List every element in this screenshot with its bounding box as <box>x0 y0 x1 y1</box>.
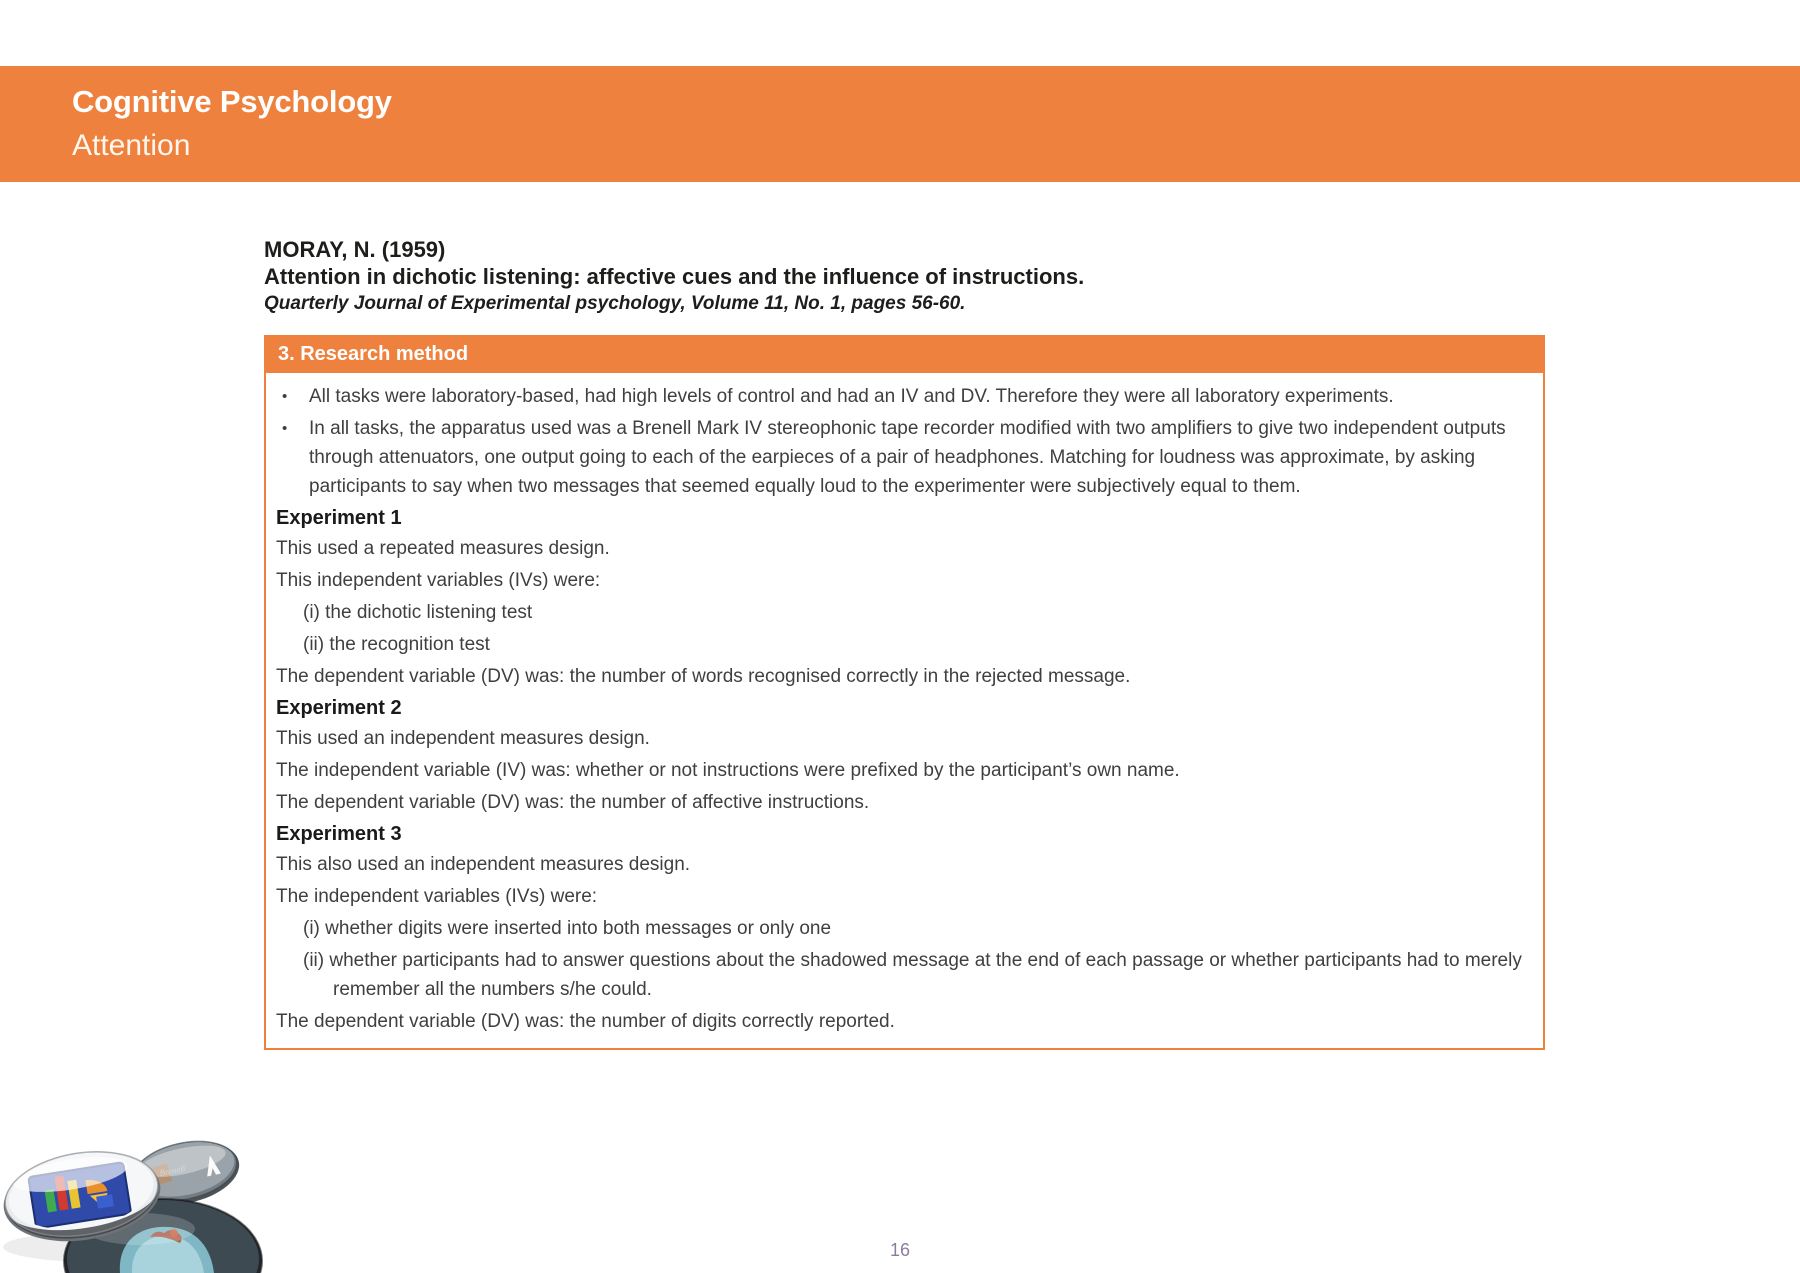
experiment-paragraph: The dependent variable (DV) was: the number of words recognised correctly in the rejected message. <box>276 666 1131 687</box>
experiments-container <box>276 504 1529 1036</box>
bullet-item: • All tasks were laboratory-based, had high levels of control and had an IV and DV. Therefore they were all laboratory experiments. <box>276 382 1529 411</box>
course-title: Cognitive Psychology <box>72 84 392 119</box>
experiment-paragraph: The dependent variable (DV) was: the number of digits correctly reported. <box>276 1011 895 1032</box>
page-number: 16 <box>889 1240 911 1260</box>
citation-title: Attention in dichotic listening: affective cues and the influence of instructions. <box>264 264 1085 289</box>
numbered-item: (ii) the recognition test <box>303 634 490 655</box>
citation-block <box>264 236 1545 316</box>
experiment-paragraph: The independent variable (IV) was: whether or not instructions were prefixed by the participant’s own name. <box>276 760 1180 781</box>
experiment-paragraph: This used a repeated measures design. <box>276 538 610 559</box>
citation-author: MORAY, N. (1959) <box>264 237 446 262</box>
method-box <box>264 335 1545 1050</box>
numbered-item: (ii) whether participants had to answer questions about the shadowed message at the end of each passage or whether participants had to merely remember all the numbers s/he could. <box>303 950 1522 1000</box>
page-header-band <box>0 66 1800 182</box>
main-content <box>264 236 1545 1050</box>
experiment-paragraph: This independent variables (IVs) were: <box>276 570 601 591</box>
experiment-heading: Experiment 1 <box>276 507 402 529</box>
experiment-heading: Experiment 3 <box>276 823 402 845</box>
experiment-paragraph: This also used an independent measures design. <box>276 854 691 875</box>
experiment-heading: Experiment 2 <box>276 697 402 719</box>
method-box-heading: 3. Research method <box>266 337 1543 373</box>
numbered-item: (i) the dichotic listening test <box>303 602 533 623</box>
unit-title: Attention <box>72 129 191 162</box>
method-bullet-list <box>276 382 1529 501</box>
experiment-paragraph: The independent variables (IVs) were: <box>276 886 598 907</box>
numbered-item: (i) whether digits were inserted into both messages or only one <box>303 918 832 939</box>
svg-text:Brenell: Brenell <box>158 1162 187 1179</box>
bullet-item: • In all tasks, the apparatus used was a Brenell Mark IV stereophonic tape recorder modified with two amplifiers to give two independent outputs through attenuators, one output going to each of the earpieces of a pair of headphones. Matching for loudness was approximate, by asking participants to say when two messages that seemed equally loud to the experimenter were subjectively equal to them. <box>276 414 1529 501</box>
experiment-paragraph: This used an independent measures design. <box>276 728 650 749</box>
citation-source: Quarterly Journal of Experimental psychology, Volume 11, No. 1, pages 56-60. <box>264 293 966 314</box>
method-box-body <box>266 373 1543 1048</box>
experiment-paragraph: The dependent variable (DV) was: the number of affective instructions. <box>276 792 870 813</box>
